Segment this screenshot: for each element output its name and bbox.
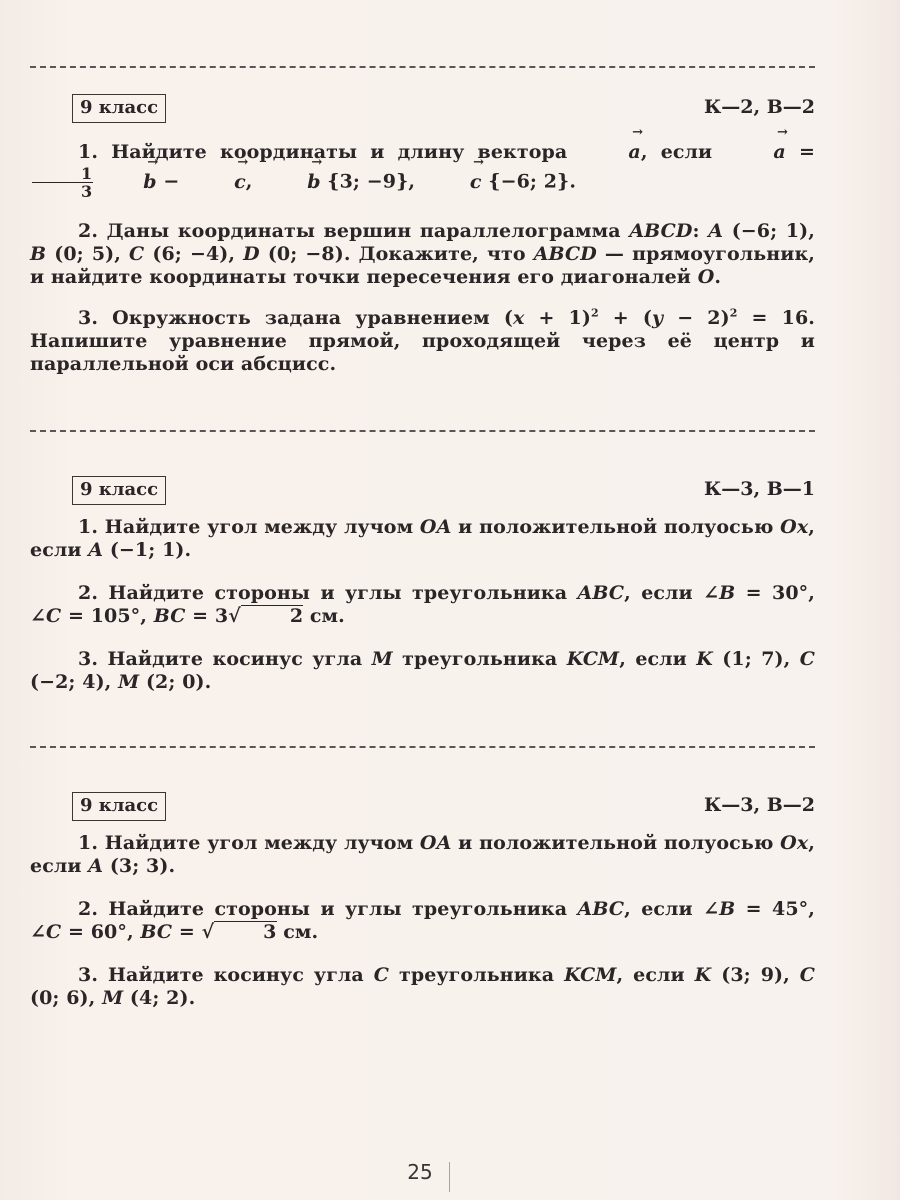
section-header (30, 792, 815, 828)
vector-a: → a (725, 140, 785, 165)
task-1: 1. Найдите угол между лучом OA и положительной полуосью Ox, если A (−1; 1). (30, 516, 815, 561)
variant-label: К—2, В—2 (703, 96, 815, 118)
cut-line (30, 430, 815, 432)
section-header (30, 476, 815, 512)
grade-label: 9 класс (72, 792, 166, 821)
section-k3-v1 (30, 476, 815, 694)
task-2: 2. Найдите стороны и углы треугольника ABC, если ∠B = 30°, ∠C = 105°, BC = 3√ 2 см. (30, 582, 816, 627)
task-3: 3. Окружность задана уравнением $(x + 1)^2 + (y - 2)^2 = 16$. Напишите уравнение прямой, проходящей через её центр и параллельной оси абсцисс. (30, 306, 815, 375)
vector-a: → a (580, 140, 640, 165)
section-k2-v2 (30, 94, 815, 376)
cut-line (30, 746, 815, 748)
grade-label: 9 класс (72, 94, 166, 123)
vector-c: → c (422, 170, 482, 195)
task-3: 3. Найдите косинус угла C треугольника KCM, если K (3; 9), C (0; 6), M (4; 2). (30, 964, 815, 1009)
task-2: 2. Даны координаты вершин параллелограмма ABCD: A (−6; 1), B (0; 5), C (6; −4), D (0; −8). Докажите, что ABCD — прямоугольник, и найдите координаты точки пересечения его диагоналей O. (30, 220, 815, 288)
variant-label: К—3, В—2 (703, 794, 815, 816)
task-2: 2. Найдите стороны и углы треугольника ABC, если ∠B = 45°, ∠C = 60°, BC = √ 3 см. (30, 898, 816, 943)
vector-b: → b (95, 170, 156, 195)
page-fold-mark (449, 1162, 450, 1192)
task-1: 1. Найдите координаты и длину вектора → a, если → a = $\frac{1}{3}$ → b − → c, → b {3; −9}, → c {−6; 2}. (30, 140, 815, 200)
task-1: 1. Найдите угол между лучом OA и положительной полуосью Ox, если A (3; 3). (30, 832, 815, 877)
sqrt-radicand: 3 (214, 921, 276, 942)
vector-b: → b (259, 170, 320, 195)
cut-line (30, 66, 815, 68)
grade-label: 9 класс (72, 476, 166, 505)
sqrt-radicand: 2 (241, 605, 303, 626)
page-number: 25 (407, 1160, 433, 1184)
variant-label: К—3, В—1 (703, 478, 815, 500)
vector-c: → c (186, 170, 246, 195)
section-header (30, 94, 815, 130)
fraction-one-third: $\frac{1}{3}$ (32, 165, 93, 200)
task-3: 3. Найдите косинус угла M треугольника KCM, если K (1; 7), C (−2; 4), M (2; 0). (30, 648, 815, 693)
section-k3-v2 (30, 792, 815, 1010)
